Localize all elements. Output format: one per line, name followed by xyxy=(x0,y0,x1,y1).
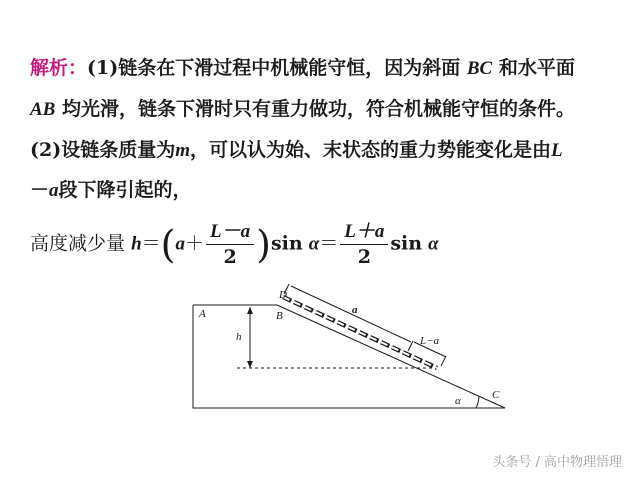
label-a-point: A xyxy=(199,308,206,320)
formula-h: h xyxy=(131,233,142,255)
label-h: h xyxy=(236,331,242,343)
label-alpha: α xyxy=(455,395,461,407)
line3-m: m xyxy=(175,140,190,161)
line3-L: L xyxy=(551,140,563,161)
formula-alpha-1: α xyxy=(308,233,320,255)
block-left-bottom-edges xyxy=(193,305,505,408)
formula-eq-2: ＝ xyxy=(319,232,339,255)
dimension-a-tick-right xyxy=(408,341,413,351)
formula-prefix: 高度减少量 xyxy=(30,232,126,255)
line4-minus: － xyxy=(30,179,50,201)
height-arrow-down xyxy=(247,361,253,368)
label-d-point: D xyxy=(279,289,287,301)
line2-text: 均光滑，链条下滑时只有重力做功，符合机械能守恒的条件。 xyxy=(61,98,575,120)
line3-rest: ，可以认为始、末状态的重力势能变化是由 xyxy=(189,139,551,161)
line4-text: 段下降引起的， xyxy=(58,179,192,201)
formula-plus: ＋ xyxy=(184,232,204,255)
formula-alpha-2: α xyxy=(428,233,439,255)
left-paren: ( xyxy=(160,222,176,267)
chain xyxy=(283,297,437,368)
label-a-length: a xyxy=(352,304,358,316)
formula-eq: ＝ xyxy=(141,232,161,255)
fraction-2-denominator: 2 xyxy=(357,246,371,268)
formula-sin-2: sin xyxy=(390,232,423,255)
dimension-la-tick xyxy=(441,356,446,366)
height-arrow-up xyxy=(247,307,253,314)
line1-bc: BC xyxy=(466,58,493,79)
label-c-point: C xyxy=(492,389,500,401)
chain-links-inner xyxy=(283,297,437,368)
incline-bc xyxy=(277,305,505,408)
line4-a: a xyxy=(49,180,59,201)
fraction-2-numerator: L＋a xyxy=(340,220,388,245)
fraction-1-numerator: L－a xyxy=(206,220,254,245)
angle-arc xyxy=(476,396,479,408)
label-b-point: B xyxy=(276,310,283,322)
solution-label: 解析： xyxy=(30,57,88,79)
label-l-minus-a: L−a xyxy=(420,335,440,347)
line2-ab: AB xyxy=(30,99,56,120)
watermark: 头条号 / 高中物理悟理 xyxy=(492,455,622,470)
fraction-1-denominator: 2 xyxy=(223,246,237,268)
line1-part2: 和水平面 xyxy=(498,57,575,79)
right-paren: ) xyxy=(256,222,271,267)
line3-text: (2)设链条质量为 xyxy=(30,139,176,161)
line1-part1: (1)链条在下滑过程中机械能守恒，因为斜面 xyxy=(87,57,461,79)
formula-sin-1: sin xyxy=(270,232,303,255)
dimension-a-line xyxy=(291,286,411,342)
formula-a: a xyxy=(175,233,185,255)
